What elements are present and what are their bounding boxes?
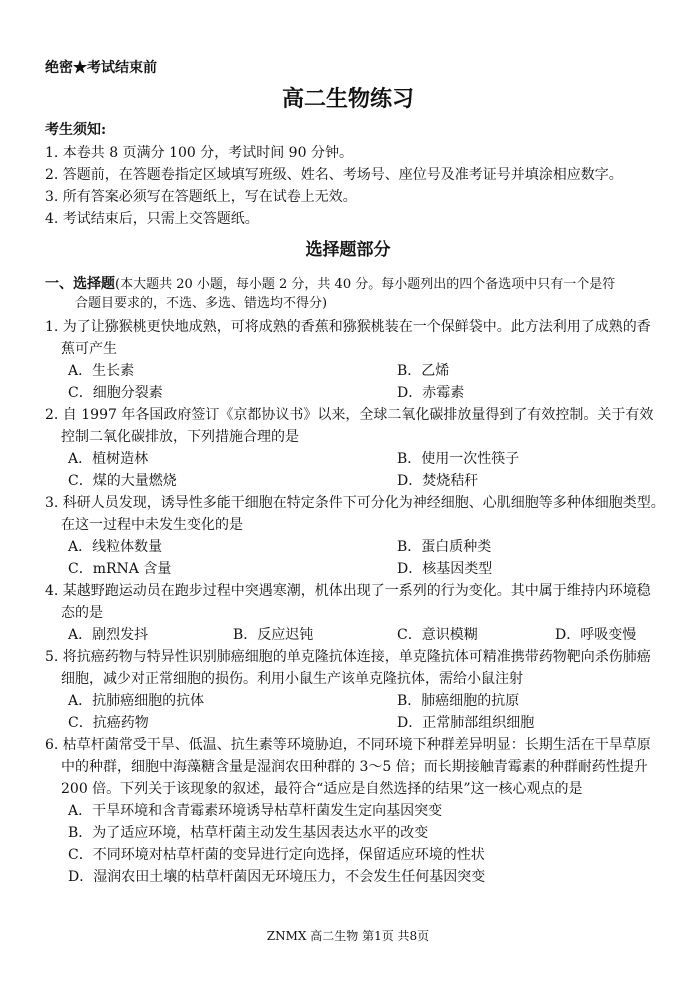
question-3-stem-cont: 在这一过程中未发生变化的是	[61, 517, 243, 533]
notice-heading: 考生须知:	[45, 122, 107, 138]
section-title: 选择题部分	[305, 240, 391, 260]
question-2-stem: 2. 自 1997 年各国政府签订《京都协议书》以来，全球二氧化碳排放量得到了有效控制。关于有效	[45, 407, 654, 423]
notice-item: 4. 考试结束后，只需上交答题纸。	[45, 211, 259, 227]
question-1-option-b: B．乙烯	[397, 363, 450, 379]
question-3-option-d: D．核基因类型	[397, 561, 493, 577]
question-4-stem-cont: 态的是	[61, 605, 103, 621]
confidential-label: 绝密★考试结束前	[45, 60, 157, 76]
section-intro-cont: 合题目要求的，不选、多选、错选均不得分)	[75, 296, 328, 311]
question-5-stem-cont: 细胞，减少对正常细胞的损伤。利用小鼠生产该单克隆抗体，需给小鼠注射	[61, 671, 523, 687]
section-intro-label: 一、选择题	[45, 276, 115, 292]
question-5-option-a: A．抗肺癌细胞的抗体	[68, 693, 205, 709]
question-6-option-b: B．为了适应环境，枯草杆菌主动发生基因表达水平的改变	[68, 825, 429, 841]
question-3-option-a: A．线粒体数量	[68, 539, 163, 555]
question-3-option-b: B．蛋白质种类	[397, 539, 492, 555]
question-1-option-a: A．生长素	[68, 363, 135, 379]
question-3-stem: 3. 科研人员发现，诱导性多能干细胞在特定条件下可分化为神经细胞、心肌细胞等多种体细胞类型。	[45, 495, 665, 511]
question-2-option-d: D．焚烧秸秆	[397, 473, 479, 489]
section-intro	[45, 274, 615, 295]
question-2-stem-cont: 控制二氧化碳排放，下列措施合理的是	[61, 429, 299, 445]
question-1-stem-cont: 蕉可产生	[61, 341, 117, 357]
question-5-option-c: C．抗癌药物	[68, 715, 149, 731]
question-6-option-c: C．不同环境对枯草杆菌的变异进行定向选择，保留适应环境的性状	[68, 847, 485, 863]
question-5-stem: 5. 将抗癌药物与特异性识别肺癌细胞的单克隆抗体连接，单克隆抗体可精准携带药物靶向杀伤肺癌	[45, 649, 651, 665]
question-4-option-b: B．反应迟钝	[233, 627, 314, 643]
question-2-option-c: C．煤的大量燃烧	[68, 473, 177, 489]
question-2-option-b: B．使用一次性筷子	[397, 451, 520, 467]
question-4-stem: 4. 某越野跑运动员在跑步过程中突遇寒潮，机体出现了一系列的行为变化。其中属于维持内环境稳	[45, 583, 651, 599]
question-1-option-d: D．赤霉素	[397, 385, 465, 401]
question-6-stem-cont: 中的种群，细胞中海藻糖含量是湿润农田种群的 3～5 倍；而长期接触青霉素的种群耐药性提升	[61, 759, 648, 775]
question-2-option-a: A．植树造林	[68, 451, 149, 467]
question-5-option-d: D．正常肺部组织细胞	[397, 715, 535, 731]
page-title: 高二生物练习	[281, 86, 414, 112]
question-1-option-c: C．细胞分裂素	[68, 385, 163, 401]
question-6-option-a: A．干旱环境和含青霉素环境诱导枯草杆菌发生定向基因突变	[68, 803, 443, 819]
question-1-stem: 1. 为了让猕猴桃更快地成熟，可将成熟的香蕉和猕猴桃装在一个保鲜袋中。此方法利用了成熟的香	[45, 319, 651, 335]
notice-item: 3. 所有答案必须写在答题纸上，写在试卷上无效。	[45, 189, 357, 205]
notice-item: 1. 本卷共 8 页满分 100 分，考试时间 90 分钟。	[45, 145, 353, 161]
page-footer: ZNMX 高二生物 第1页 共8页	[266, 929, 430, 943]
section-intro-text: (本大题共 20 小题，每小题 2 分，共 40 分。每小题列出的四个备选项中只有一个是符	[115, 277, 616, 292]
notice-item: 2. 答题前，在答题卷指定区域填写班级、姓名、考场号、座位号及准考证号并填涂相应数字。	[45, 167, 623, 183]
question-4-option-c: C．意识模糊	[397, 627, 478, 643]
question-6-stem: 6. 枯草杆菌常受干旱、低温、抗生素等环境胁迫，不同环境下种群差异明显：长期生活在干旱草原	[45, 737, 651, 753]
question-3-option-c: C．mRNA 含量	[68, 561, 172, 577]
question-6-stem-cont: 200 倍。下列关于该现象的叙述，最符合“适应是自然选择的结果”这一核心观点的是	[61, 781, 583, 797]
question-4-option-a: A．剧烈发抖	[68, 627, 149, 643]
question-5-option-b: B．肺癌细胞的抗原	[397, 693, 520, 709]
question-4-option-d: D．呼吸变慢	[555, 627, 637, 643]
question-6-option-d: D．湿润农田土壤的枯草杆菌因无环境压力，不会发生任何基因突变	[68, 869, 486, 885]
